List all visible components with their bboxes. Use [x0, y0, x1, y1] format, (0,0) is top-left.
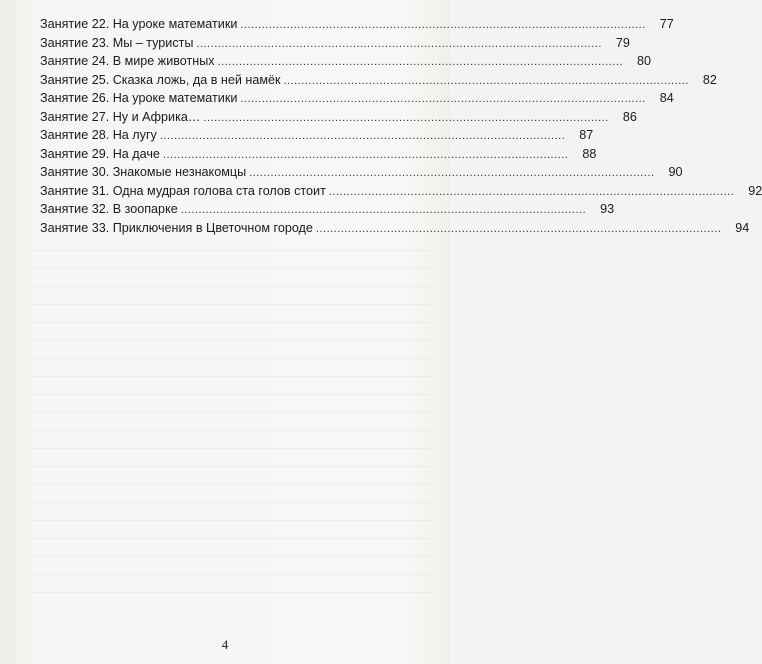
toc-leader-dots: .................................................................................................................. [315, 222, 722, 235]
toc-entry-page: 87 [579, 128, 594, 142]
toc-leader-dots: .................................................................................................................. [240, 19, 646, 31]
toc-entry-title: Занятие 26. На уроке математики [40, 91, 238, 105]
toc-leader-dots: .................................................................................................................. [240, 93, 646, 105]
toc-entry-page: 90 [668, 165, 683, 179]
toc-entry-title: Занятие 30. Знакомые незнакомцы [40, 165, 247, 179]
toc-entry-title: Занятие 25. Сказка ложь, да в ней намёк [40, 72, 281, 87]
toc-leader-dots: .................................................................................................................. [249, 167, 655, 179]
toc-leader-dots: .................................................................................................................. [283, 74, 689, 87]
toc-entry [40, 126, 594, 145]
toc-entry [40, 219, 750, 238]
toc-entry-page: 93 [600, 202, 615, 216]
toc-leader-dots: .................................................................................................................. [162, 148, 569, 161]
toc-leader-dots: .................................................................................................................. [328, 185, 735, 198]
toc-entry-page: 80 [637, 54, 652, 68]
toc-entry-title: Занятие 29. На даче [40, 146, 160, 161]
toc-entry-page: 94 [735, 220, 750, 235]
toc-entry [40, 163, 683, 182]
toc-entry [40, 108, 637, 127]
toc-entry-title: Занятие 31. Одна мудрая голова ста голов стоит [40, 183, 326, 198]
toc-entry [40, 52, 652, 71]
toc-leader-dots: .................................................................................................................. [196, 37, 602, 50]
toc-entry-title: Занятие 24. В мире животных [40, 54, 215, 68]
toc-entry [40, 182, 762, 201]
toc-entry-page: 82 [702, 72, 717, 87]
toc-entry-title: Занятие 32. В зоопарке [40, 202, 178, 216]
toc-entry-title: Занятие 27. Ну и Африка… [40, 109, 201, 124]
toc-entry-title: Занятие 23. Мы – туристы [40, 35, 194, 50]
toc-entry [40, 145, 597, 164]
toc-leader-dots: .................................................................................................................. [180, 204, 587, 216]
toc-leader-dots: .................................................................................................................. [203, 111, 609, 124]
toc-leader-dots: .................................................................................................................. [217, 56, 624, 68]
toc-entry-page: 79 [615, 35, 630, 50]
toc-entry-title: Занятие 22. На уроке математики [40, 17, 238, 31]
toc-entry [40, 89, 674, 108]
toc-entry-title: Занятие 33. Приключения в Цветочном городе [40, 220, 313, 235]
toc-entry [40, 15, 674, 34]
toc-entry-page: 84 [659, 91, 674, 105]
toc-entry [40, 71, 717, 90]
toc-entry-page: 88 [582, 146, 597, 161]
toc-entry [40, 34, 630, 53]
toc-leader-dots: .................................................................................................................. [159, 130, 566, 142]
toc-entry-page: 77 [659, 17, 674, 31]
show-through-text [30, 250, 430, 620]
page-number: 4 [221, 637, 229, 652]
toc-entry-title: Занятие 28. На лугу [40, 128, 157, 142]
table-of-contents [40, 15, 762, 237]
toc-entry-page: 92 [748, 183, 762, 198]
toc-entry [40, 200, 615, 219]
toc-entry-page: 86 [622, 109, 637, 124]
